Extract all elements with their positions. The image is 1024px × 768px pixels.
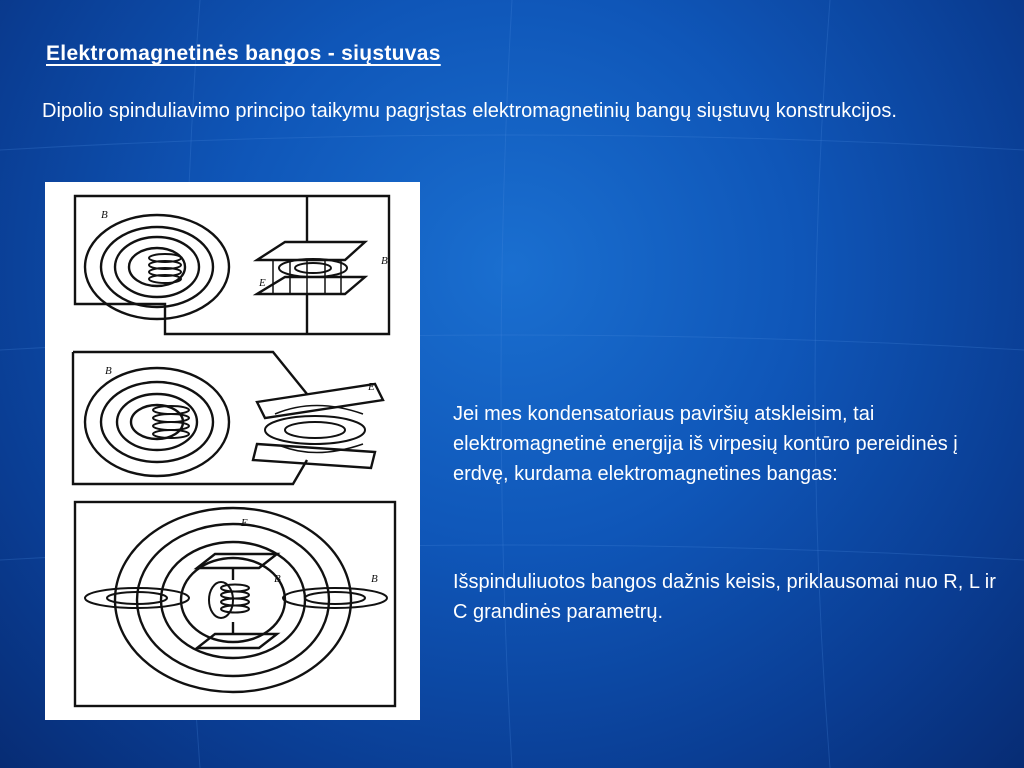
panel3-label-b-inner: B xyxy=(274,573,281,585)
panel-3-diagram xyxy=(75,502,395,706)
panel2-label-e: E xyxy=(368,381,375,393)
paragraph-surface: Jei mes kondensatoriaus paviršių atskleisim, tai elektromagnetinė energija iš virpesių kontūro pereidinės į erdvę, kurdama elektromagnetines bangas: xyxy=(453,403,958,485)
dipole-figure xyxy=(45,182,420,720)
panel3-label-b-outer: B xyxy=(371,573,378,585)
panel2-label-b: B xyxy=(105,365,112,377)
slide-title: Elektromagnetinės bangos - siųstuvas xyxy=(46,42,441,65)
panel1-label-b-right: B xyxy=(381,255,388,267)
panel1-label-e: E xyxy=(259,277,266,289)
panel3-label-e: E xyxy=(241,517,248,529)
paragraph-frequency: Išspinduliuotos bangos dažnis keisis, priklausomai nuo R, L ir C grandinės parametrų. xyxy=(453,571,996,623)
intro-text: Dipolio spinduliavimo principo taikymu pagrįstas elektromagnetinių bangų siųstuvų konstrukcijos. xyxy=(42,100,897,122)
panel-2-diagram xyxy=(73,352,383,484)
panel-1-diagram xyxy=(75,196,389,334)
panel1-label-b-left: B xyxy=(101,209,108,221)
